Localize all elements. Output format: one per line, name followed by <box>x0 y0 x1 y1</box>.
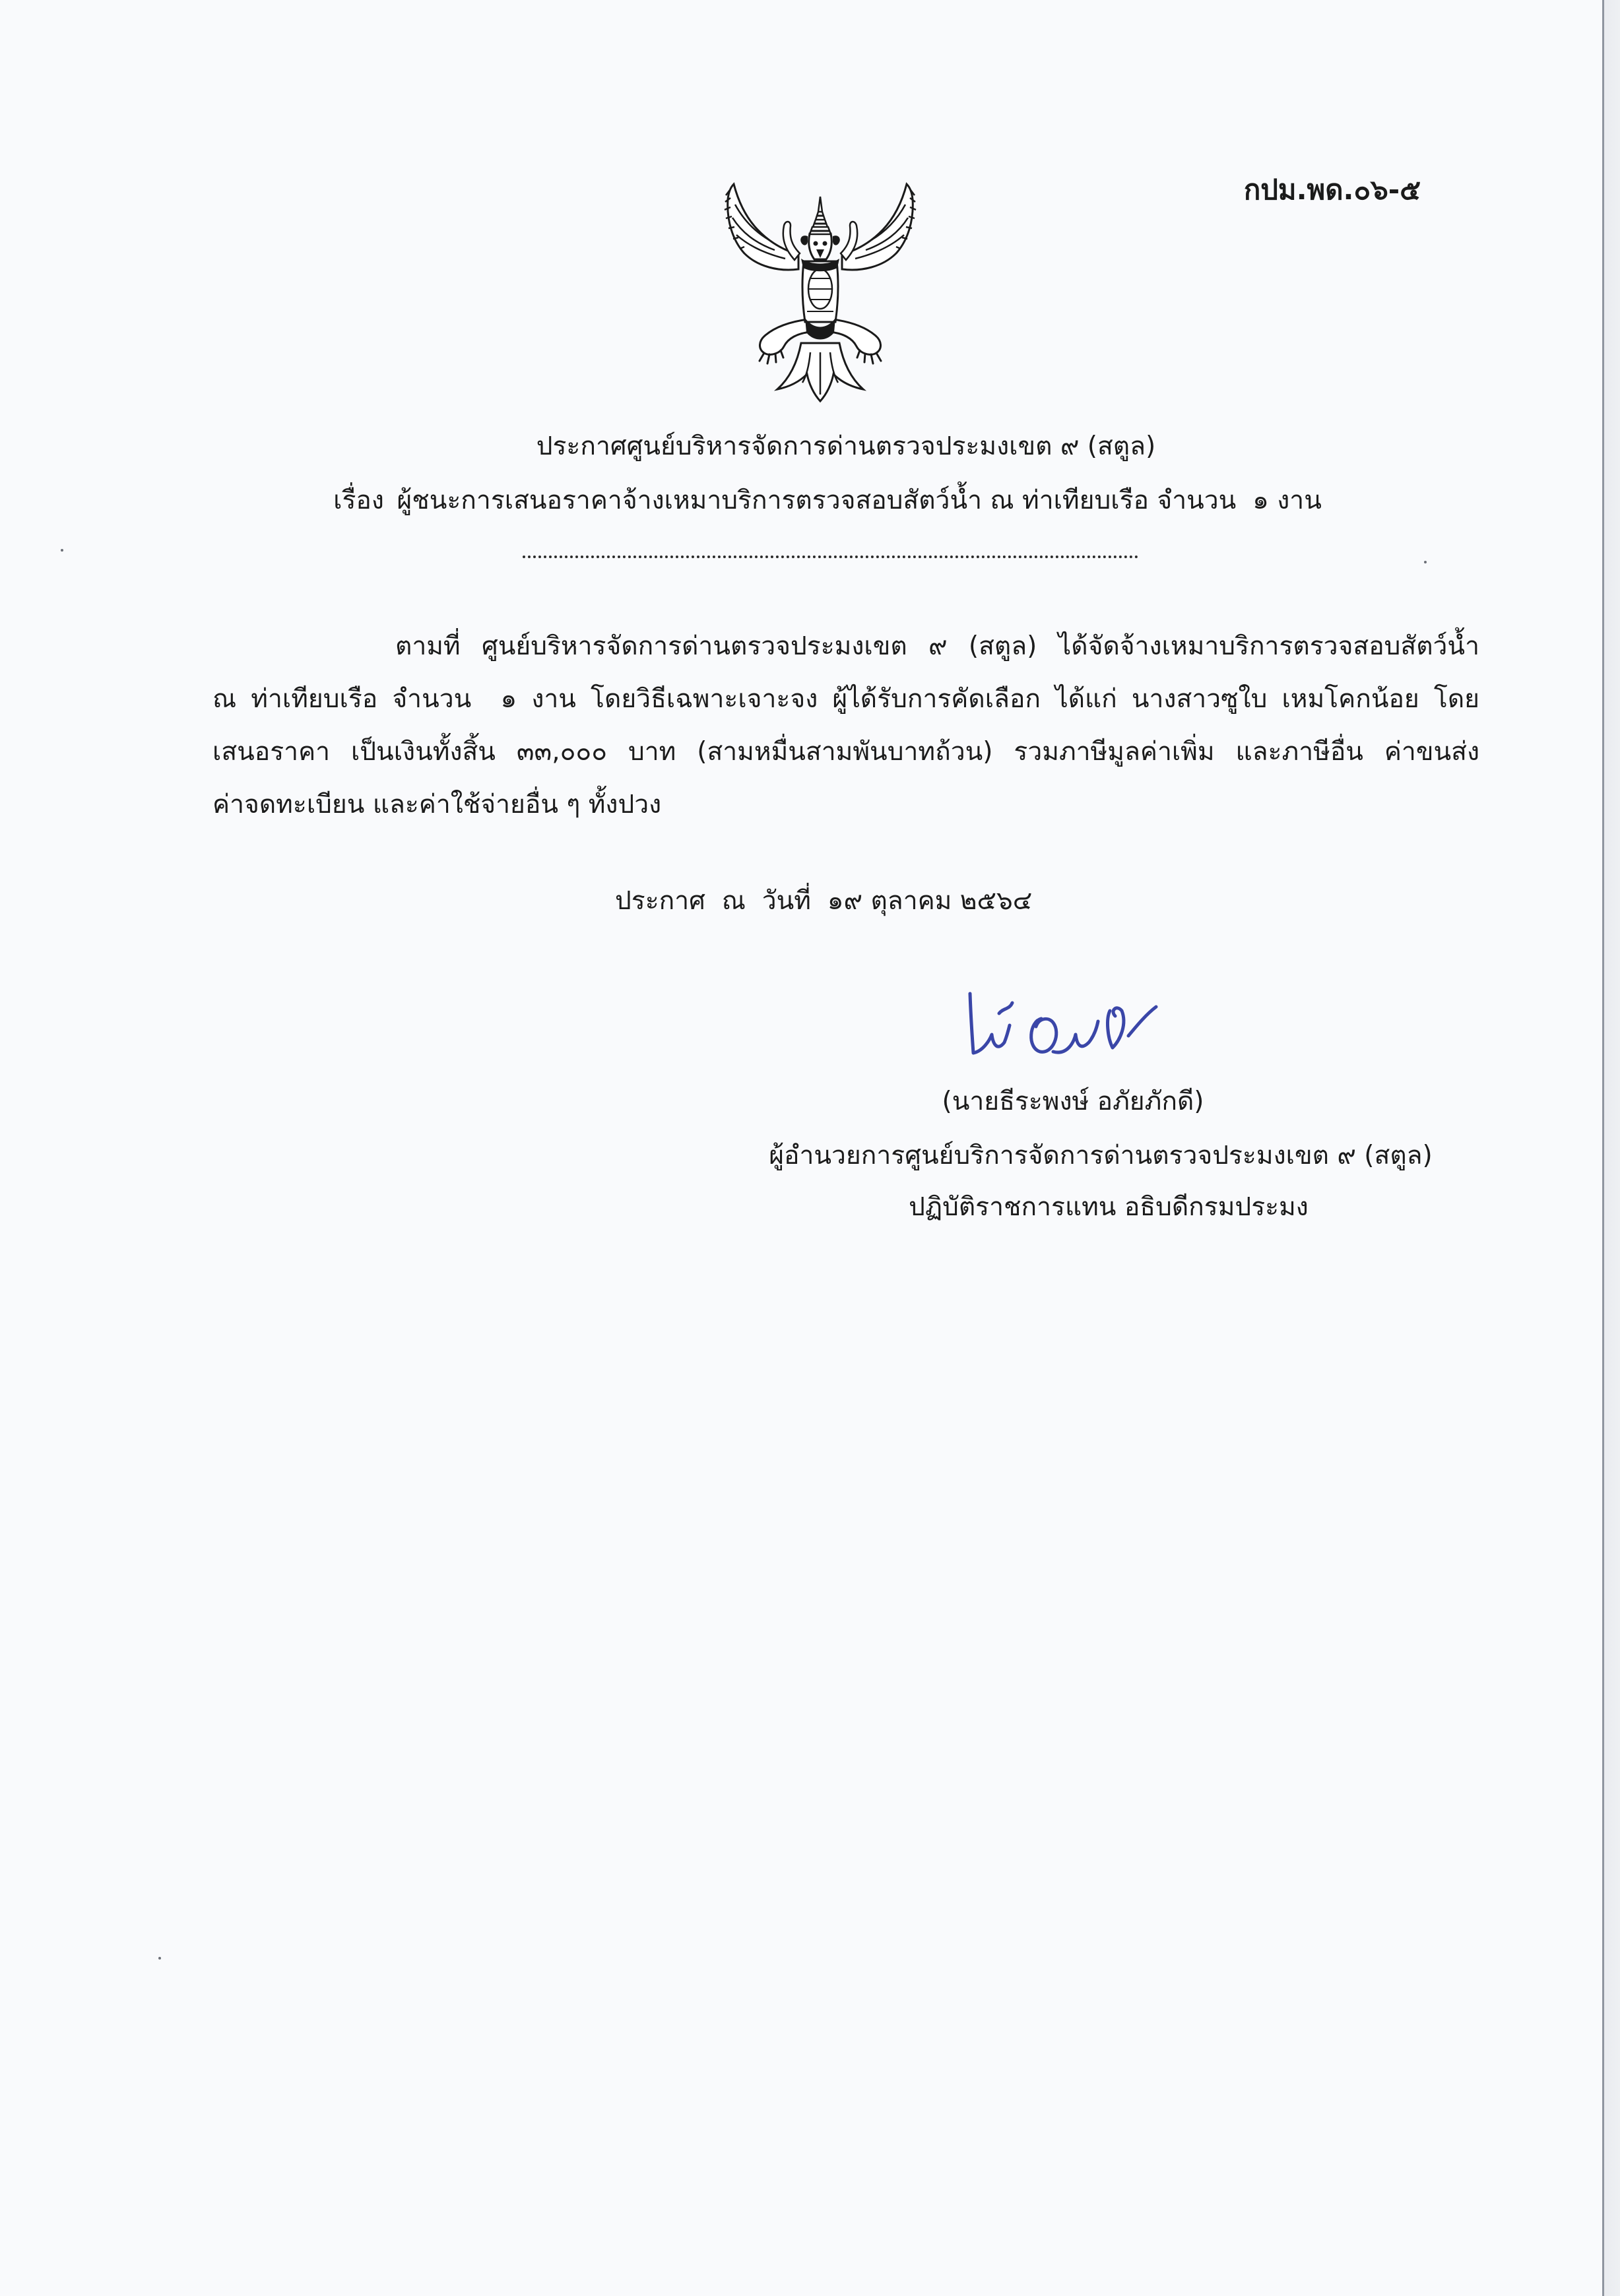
scan-speck <box>158 1957 161 1960</box>
body-line: ค่าจดทะเบียน และค่าใช้จ่ายอื่น ๆ ทั้งปวง <box>212 790 662 819</box>
body-line: ตามที่ ศูนย์บริหารจัดการด่านตรวจประมงเขต ๙ (สตูล) ได้จัดจ้างเหมาบริการตรวจสอบสัตว์น้ำ <box>395 631 1479 661</box>
scan-speck <box>1424 561 1427 563</box>
body-paragraph <box>212 620 1479 831</box>
subject-text: ผู้ชนะการเสนอราคาจ้างเหมาบริการตรวจสอบสัตว์น้ำ ณ ท่าเทียบเรือ จำนวน ๑ งาน <box>397 486 1322 515</box>
subject-label: เรื่อง <box>333 486 384 515</box>
announce-date: ประกาศ ณ วันที่ ๑๙ ตุลาคม ๒๕๖๔ <box>615 886 1033 916</box>
handwritten-signature-icon <box>963 984 1161 1069</box>
signatory-acting-on-behalf: ปฏิบัติราชการแทน อธิบดีกรมประมง <box>909 1192 1309 1222</box>
announcement-title: ประกาศศูนย์บริหารจัดการด่านตรวจประมงเขต ๙ (สตูล) <box>536 431 1156 461</box>
dotted-divider <box>523 556 1138 558</box>
body-line: เสนอราคา เป็นเงินทั้งสิ้น ๓๓,๐๐๐ บาท (สามหมื่นสามพันบาทถ้วน) รวมภาษีมูลค่าเพิ่ม และภาษีอื่น ค่าขนส่ง <box>212 737 1479 767</box>
subject-line <box>212 481 1442 521</box>
emblem-left-half <box>725 184 811 364</box>
signatory-position: ผู้อำนวยการศูนย์บริการจัดการด่านตรวจประมงเขต ๙ (สตูล) <box>769 1141 1433 1170</box>
scan-speck <box>61 549 63 552</box>
body-line: ณ ท่าเทียบเรือ จำนวน ๑ งาน โดยวิธีเฉพาะเจาะจง ผู้ได้รับการคัดเลือก ได้แก่ นางสาวซูใบ เหมโคกน้อย โดย <box>212 684 1479 714</box>
emblem-right-half <box>829 184 916 364</box>
signatory-name: (นายธีระพงษ์ อภัยภักดี) <box>942 1087 1204 1116</box>
form-code: กปม.พด.๐๖-๕ <box>1243 174 1421 206</box>
garuda-emblem-icon <box>718 179 923 404</box>
scan-edge-shadow <box>1602 0 1620 2296</box>
